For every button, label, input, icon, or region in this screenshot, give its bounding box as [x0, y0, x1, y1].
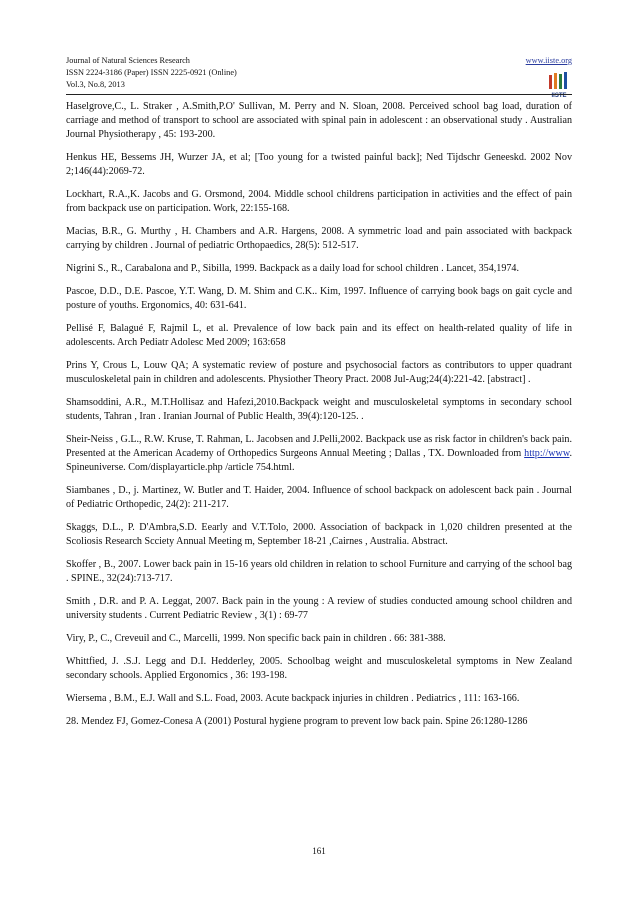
reference-text: Siambanes , D., j. Martinez, W. Butler and T. Haider, 2004. Influence of school backpack on adolescent back pain . Journal of Pediatric Orthopedic, 24(2): 211-217. [66, 485, 572, 510]
reference-entry [66, 100, 572, 142]
reference-text: Haselgrove,C., L. Straker , A.Smith,P.O' Sullivan, M. Perry and N. Sloan, 2008. Perceived school bag load, duration of carriage and method of transport to school are associated with spinal pain in adolescent : an observational study . Australian Journal Physiotherapy , 45: 193-200. [66, 101, 572, 140]
reference-entry [66, 715, 572, 729]
page-number: 161 [312, 846, 326, 856]
reference-text: Nigrini S., R., Carabalona and P., Sibilla, 1999. Backpack as a daily load for school children . Lancet, 354,1974. [66, 263, 520, 274]
reference-text: Henkus HE, Bessems JH, Wurzer JA, et al; [Too young for a twisted painful back]; Ned Tijdschr Geneeskd. 2002 Nov 2;146(44):2069-72. [66, 152, 572, 177]
reference-entry [66, 521, 572, 549]
reference-text: Wiersema , B.M., E.J. Wall and S.L. Foad, 2003. Acute backpack injuries in children . Pediatrics , 111: 163-166. [66, 693, 520, 704]
reference-text: Pascoe, D.D., D.E. Pascoe, Y.T. Wang, D. M. Shim and C.K.. Kim, 1997. Influence of carrying book bags on gait cycle and posture of youths. Ergonomics, 40: 631-641. [66, 286, 572, 311]
reference-text: Shamsoddini, A.R., M.T.Hollisaz and Hafezi,2010.Backpack weight and musculoskeletal symptoms in secondary school students, Tahran , Iran . Iranian Journal of Public Health, 39(4):120-125. . [66, 397, 572, 422]
reference-text: Whittfied, J. .S.J. Legg and D.I. Hedderley, 2005. Schoolbag weight and musculoskeletal symptoms in New Zealand secondary schools. Applied Ergonomics , 36: 193-198. [66, 656, 572, 681]
reference-entry [66, 632, 572, 646]
reference-text: Skaggs, D.L., P. D'Ambra,S.D. Eearly and V.T.Tolo, 2000. Association of backpack in 1,020 children presented at the Scoliosis Research Scciety Annual Meeting m, September 18-21 ,Cairnes , Australia. Abstract. [66, 522, 572, 547]
reference-link[interactable]: http://www [524, 448, 570, 459]
reference-text: Sheir-Neiss , G.L., R.W. Kruse, T. Rahman, L. Jacobsen and J.Pelli,2002. Backpack use as risk factor in children's back pain. Presented at the American Academy of Orthopedics Surgeons Annual Meeting ; Dallas , TX. Downloaded from [66, 434, 572, 459]
reference-entry [66, 595, 572, 623]
reference-text: Prins Y, Crous L, Louw QA; A systematic review of posture and psychosocial factors as contributors to upper quadrant musculoskeletal pain in children and adolescents. Physiother Theory Pract. 2008 Jul-Aug;24(4):221-42. [abstract] . [66, 360, 572, 385]
reference-entry [66, 285, 572, 313]
reference-entry [66, 262, 572, 276]
reference-text: Smith , D.R. and P. A. Leggat, 2007. Back pain in the young : A review of studies conducted amoung school children and university students . Current Pediatric Review , 3(1) : 69-77 [66, 596, 572, 621]
reference-entry [66, 655, 572, 683]
page-header [66, 55, 572, 97]
reference-text: 28. Mendez FJ, Gomez-Conesa A (2001) Postural hygiene program to prevent low back pain. Spine 26:1280-1286 [66, 716, 528, 727]
journal-name: Journal of Natural Sciences Research [66, 56, 190, 65]
reference-entry [66, 692, 572, 706]
reference-list [66, 100, 572, 738]
reference-text: Lockhart, R.A.,K. Jacobs and G. Orsmond, 2004. Middle school childrens participation in activities and the effect of pain from backpack use on participation. Work, 22:155-168. [66, 189, 572, 214]
volume-line: Vol.3, No.8, 2013 [66, 80, 125, 89]
issn-line: ISSN 2224-3186 (Paper) ISSN 2225-0921 (Online) [66, 68, 237, 77]
reference-entry [66, 188, 572, 216]
reference-text: Viry, P., C., Creveuil and C., Marcelli, 1999. Non specific back pain in children . 66: 381-388. [66, 633, 446, 644]
logo-text: IISTE [551, 93, 567, 99]
reference-entry [66, 151, 572, 179]
reference-entry [66, 433, 572, 475]
reference-entry [66, 322, 572, 350]
reference-entry [66, 558, 572, 586]
reference-entry [66, 484, 572, 512]
journal-website-link[interactable]: www.iiste.org [525, 56, 572, 65]
reference-entry [66, 359, 572, 387]
reference-text: Macias, B.R., G. Murthy , H. Chambers and A.R. Hargens, 2008. A symmetric load and pain associated with backpack carrying by children . Journal of pediatric Orthopaedics, 28(5): 512-517. [66, 226, 572, 251]
reference-text: Pellisé F, Balagué F, Rajmil L, et al. Prevalence of low back pain and its effect on health-related quality of life in adolescents. Arch Pediatr Adolesc Med 2009; 163:658 [66, 323, 572, 348]
reference-text-continued: . Spineuniverse. Com/displayarticle.php /article 754.html. [66, 448, 572, 473]
reference-entry [66, 396, 572, 424]
reference-text: Skoffer , B., 2007. Lower back pain in 15-16 years old children in relation to school Furniture and carrying of the school bag . SPINE., 32(24):713-717. [66, 559, 572, 584]
reference-entry [66, 225, 572, 253]
header-rule [66, 94, 572, 95]
